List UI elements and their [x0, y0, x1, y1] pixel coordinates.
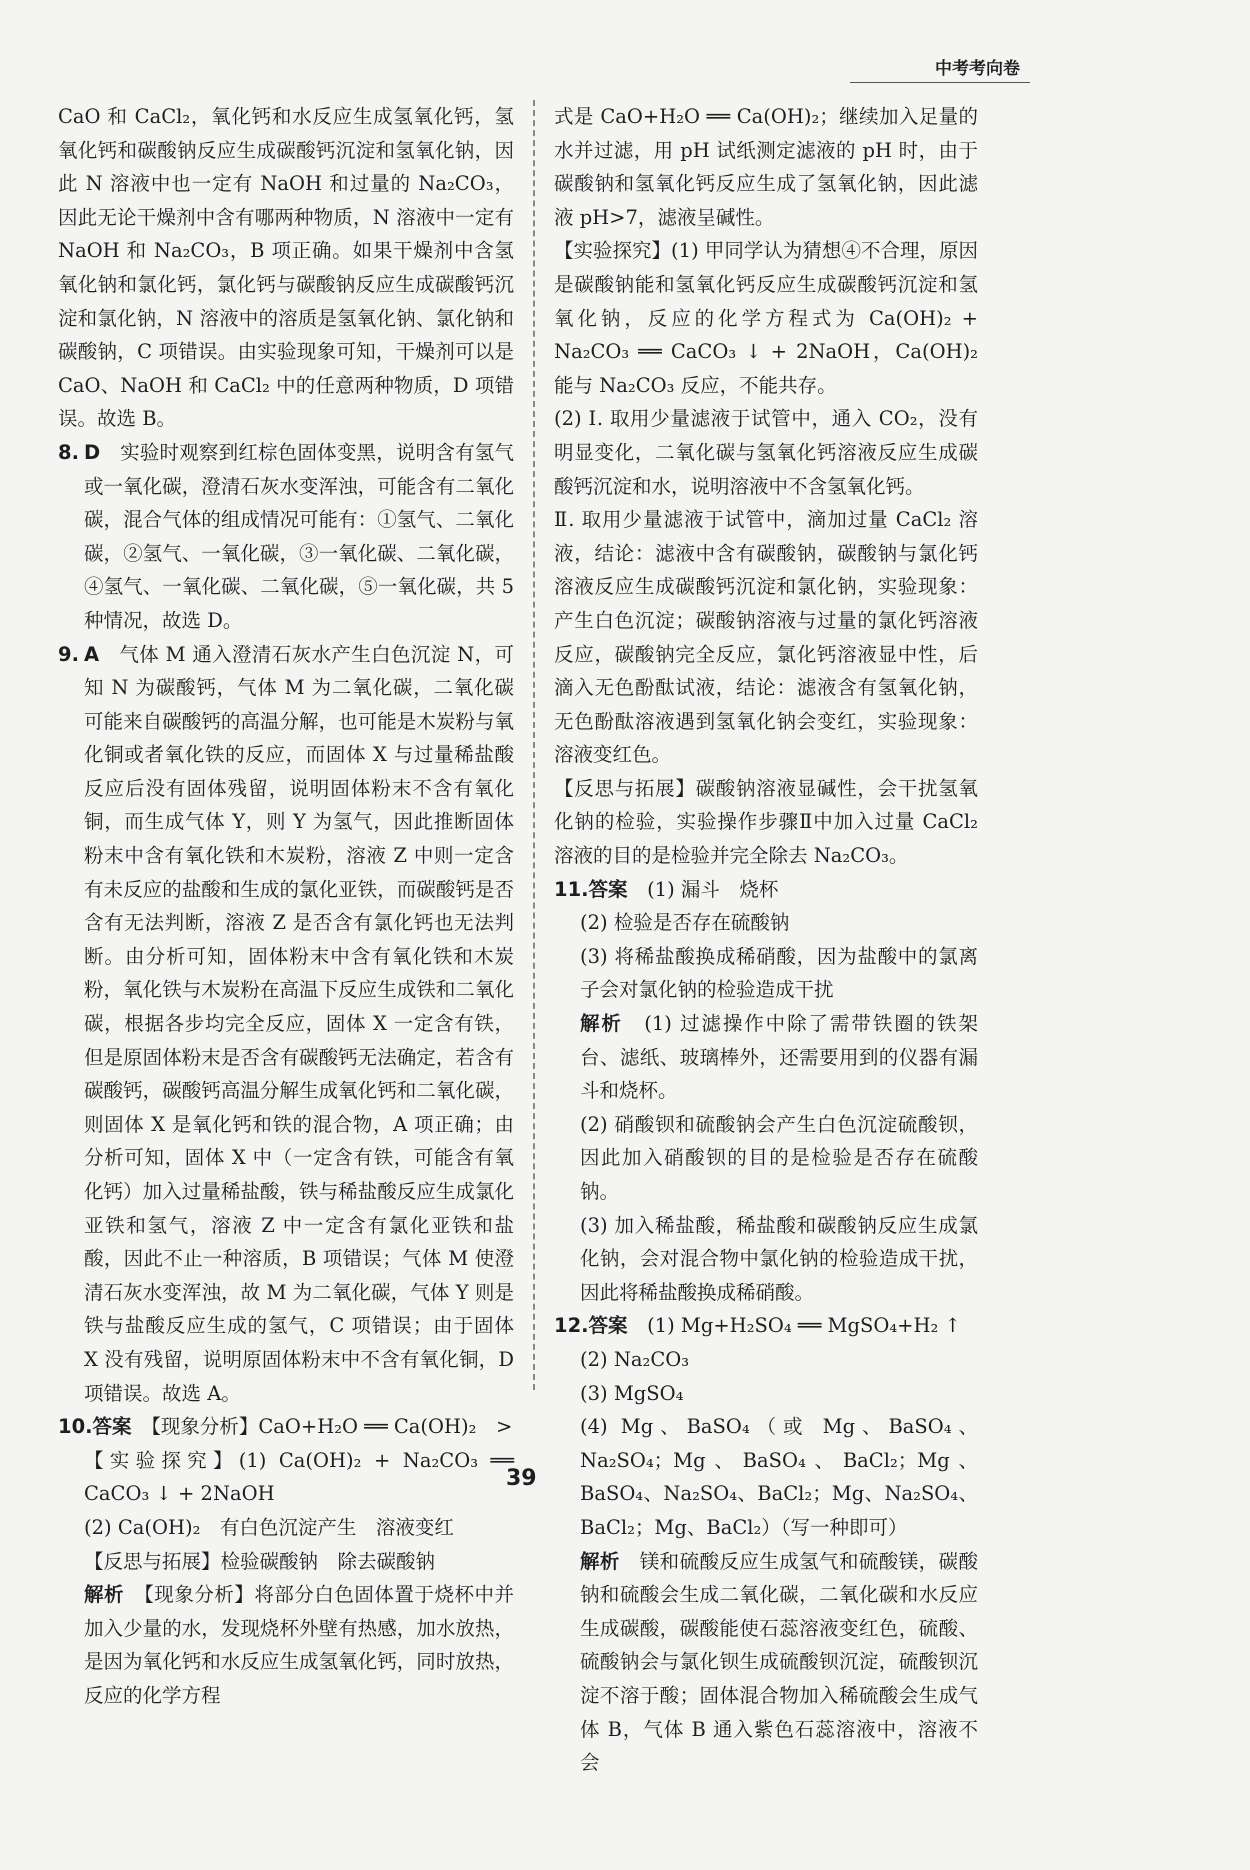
analysis-text: 镁和硫酸反应生成氢气和硫酸镁，碳酸钠和硫酸会生成二氧化碳，二氧化碳和水反应生成碳酸，碳酸能使石蕊溶液变红色，硫酸、硫酸钠会与氯化钡生成硫酸钡沉淀，硫酸钡沉淀不溶于酸；固体混合物加入稀硫酸会生成气体 B，气体 B 通入紫色石蕊溶液中，溶液不会 [580, 1549, 978, 1775]
answer-line: (3) 将稀盐酸换成稀硝酸，因为盐酸中的氯离子会对氯化钠的检验造成干扰 [580, 944, 978, 1002]
answer-label: 答案 [92, 1415, 132, 1439]
answer-line: (2) Ca(OH)₂ 有白色沉淀产生 溶液变红 [84, 1515, 454, 1539]
answer-label: 答案 [588, 1314, 628, 1338]
answer-choice: A [84, 642, 100, 666]
answer-choice: D [84, 440, 101, 464]
question-number: 10. [58, 1415, 93, 1439]
left-column [58, 100, 514, 1713]
answer-line: 【反思与拓展】检验碳酸钠 除去碳酸钠 [84, 1549, 436, 1573]
answer-line: (3) MgSO₄ [580, 1381, 684, 1405]
analysis-line: (3) 加入稀盐酸，稀盐酸和碳酸钠反应生成氯化钠，会对混合物中氯化钠的检验造成干扰，因此将稀盐酸换成稀硝酸。 [580, 1213, 978, 1304]
question-9 [58, 638, 514, 1411]
analysis-text: 【现象分析】将部分白色固体置于烧杯中并加入少量的水，发现烧杯外壁有热感，加水放热，是因为氧化钙和水反应生成氢氧化钙，同时放热，反应的化学方程 [84, 1583, 514, 1707]
question-8 [58, 436, 514, 638]
answer-label: 答案 [588, 877, 628, 901]
header-rule [850, 82, 1030, 83]
answer-line: 【现象分析】CaO+H₂O ══ Ca(OH)₂ > [151, 1415, 513, 1439]
analysis-label: 解析 [580, 1012, 623, 1036]
analysis-paragraph: 式是 CaO+H₂O ══ Ca(OH)₂；继续加入足量的水并过滤，用 pH 试纸测定滤液的 pH 时，由于碳酸钠和氢氧化钙反应生成了氢氧化钠，因此滤液 pH>7，滤液呈碱性。 [554, 105, 978, 229]
explanation-text: 气体 M 通入澄清石灰水产生白色沉淀 N，可知 N 为碳酸钙，气体 M 为二氧化碳，二氧化碳可能来自碳酸钙的高温分解，也可能是木炭粉与氧化铜或者氧化铁的反应，而固体 X 与过量稀盐酸反应后没有固体残留，说明固体粉末不含有氧化铜，而生成气体 Y，则 Y 为氢气，因此推断固体粉末中含有氧化铁和木炭粉，溶液 Z 中则一定含有未反应的盐酸和生成的氯化亚铁，而碳酸钙是否含有无法判断，溶液 Z 是否含有氯化钙也无法判断。由分析可知，固体粉末中含有氧化铁和木炭粉，氧化铁与木炭粉在高温下反应生成铁和二氧化碳，根据各步均完全反应，固体 X 一定含有铁，但是原固体粉末是否含有碳酸钙无法确定，若含有碳酸钙，碳酸钙高温分解生成氧化钙和二氧化碳，则固体 X 是氧化钙和铁的混合物，A 项正确；由分析可知，固体 X 中（一定含有铁，可能含有氧化钙）加入过量稀盐酸，铁与稀盐酸反应生成氯化亚铁和氢气，溶液 Z 中一定含有氯化亚铁和盐酸，因此不止一种溶质，B 项错误；气体 M 使澄清石灰水变浑浊，故 M 为二氧化碳，气体 Y 则是铁与盐酸反应生成的氢气，C 项错误；由于固体 X 没有残留，说明原固体粉末中不含有氧化铜，D 项错误。故选 A。 [84, 642, 514, 1405]
analysis-line: (2) 硝酸钡和硫酸钠会产生白色沉淀硫酸钡，因此加入硝酸钡的目的是检验是否存在硫酸钠。 [580, 1112, 978, 1203]
answer-line: (1) Mg+H₂SO₄ ══ MgSO₄+H₂ ↑ [647, 1314, 961, 1338]
answer-line: (2) 检验是否存在硫酸钠 [580, 911, 790, 935]
question-number: 8. [58, 440, 79, 464]
header-tag: 中考考向卷 [935, 59, 1020, 79]
question-12-analysis [554, 1545, 978, 1780]
explanation-text: 实验时观察到红棕色固体变黑，说明含有氢气或一氧化碳，澄清石灰水变浑浊，可能含有二氧化碳，混合气体的组成情况可能有：①氢气、二氧化碳，②氢气、一氧化碳，③一氧化碳、二氧化碳，④氢气、一氧化碳、二氧化碳，⑤一氧化碳，共 5 种情况，故选 D。 [84, 440, 514, 632]
analysis-paragraph: 【反思与拓展】碳酸钠溶液显碱性，会干扰氢氧化钠的检验，实验操作步骤Ⅱ中加入过量 CaCl₂ 溶液的目的是检验并完全除去 Na₂CO₃。 [554, 776, 978, 868]
answer-paragraph: CaO 和 CaCl₂，氧化钙和水反应生成氢氧化钙，氢氧化钙和碳酸钠反应生成碳酸钙沉淀和氢氧化钠，因此 N 溶液中也一定有 NaOH 和过量的 Na₂CO₃，因此无论干燥剂中含有哪两种物质，N 溶液中一定有 NaOH 和 Na₂CO₃，B 项正确。如果干燥剂中含氢氧化钠和氯化钙，氯化钙与碳酸钠反应生成碳酸钙沉淀和氯化钠，N 溶液中的溶质是氢氧化钠、氯化钠和碳酸钠，C 项错误。由实验现象可知，干燥剂可以是 CaO、NaOH 和 CaCl₂ 中的任意两种物质，D 项错误。故选 B。 [58, 105, 514, 431]
question-11-analysis [554, 1007, 978, 1108]
question-10-answer [58, 1410, 514, 1444]
question-10-analysis [58, 1578, 514, 1712]
analysis-paragraph: 【实验探究】(1) 甲同学认为猜想④不合理，原因是碳酸钠能和氢氧化钙反应生成碳酸钙沉淀和氢氧化钠，反应的化学方程式为 Ca(OH)₂ + Na₂CO₃ ══ CaCO₃ ↓ + 2NaOH，Ca(OH)₂ 能与 Na₂CO₃ 反应，不能共存。 [554, 239, 978, 397]
answer-line: 【实验探究】(1) Ca(OH)₂ + Na₂CO₃ ══ CaCO₃ ↓ + 2NaOH [84, 1448, 514, 1506]
analysis-text: (1) 过滤操作中除了需带铁圈的铁架台、滤纸、玻璃棒外，还需要用到的仪器有漏斗和烧杯。 [580, 1012, 978, 1103]
question-11-answer [554, 873, 978, 907]
right-column [554, 100, 978, 1780]
answer-line: (2) Na₂CO₃ [580, 1347, 690, 1371]
question-number: 9. [58, 642, 79, 666]
question-12-answer [554, 1309, 978, 1343]
analysis-paragraph: (2) Ⅰ. 取用少量滤液于试管中，通入 CO₂，没有明显变化，二氧化碳与氢氧化钙溶液反应生成碳酸钙沉淀和水，说明溶液中不含氢氧化钙。 [554, 407, 978, 498]
analysis-label: 解析 [84, 1583, 125, 1607]
answer-line: (4) Mg、BaSO₄（或 Mg、BaSO₄、Na₂SO₄；Mg、BaSO₄、BaCl₂；Mg、BaSO₄、Na₂SO₄、BaCl₂；Mg、Na₂SO₄、BaCl₂；Mg、BaCl₂）（写一种即可） [580, 1415, 978, 1539]
question-number: 12. [554, 1314, 589, 1338]
analysis-label: 解析 [580, 1549, 620, 1573]
column-divider [533, 100, 535, 1390]
page-number: 39 [506, 1466, 537, 1491]
analysis-paragraph: Ⅱ. 取用少量滤液于试管中，滴加过量 CaCl₂ 溶液，结论：滤液中含有碳酸钠，碳酸钠与氯化钙溶液反应生成碳酸钙沉淀和氯化钠，实验现象：产生白色沉淀；碳酸钠溶液与过量的氯化钙溶液反应，碳酸钠完全反应，氯化钙溶液显中性，后滴入无色酚酞试液，结论：滤液含有氢氧化钠，无色酚酞溶液遇到氢氧化钠会变红，实验现象：溶液变红色。 [554, 508, 978, 767]
answer-line: (1) 漏斗 烧杯 [647, 877, 779, 901]
question-number: 11. [554, 877, 589, 901]
